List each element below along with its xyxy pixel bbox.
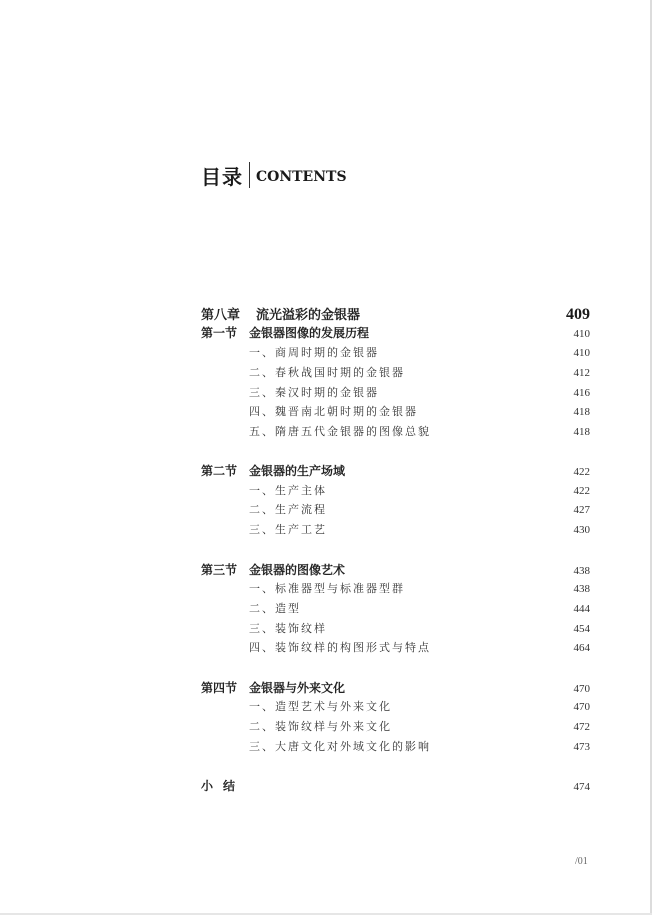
section-title: 金银器图像的发展历程 [249,326,370,340]
item-title: 三、秦汉时期的金银器 [249,386,379,399]
toc-item-row[interactable] [201,738,590,754]
toc-section-row[interactable] [201,462,590,479]
toc-section-row[interactable] [201,561,590,578]
toc-item-row[interactable] [201,501,590,517]
item-page: 416 [573,387,590,399]
item-page: 422 [573,485,590,497]
toc-item-row[interactable] [201,639,590,655]
section-page: 422 [573,466,590,478]
item-title: 一、造型艺术与外来文化 [249,700,392,713]
chapter-title: 流光溢彩的金银器 [256,308,361,323]
toc-header [201,160,347,190]
item-page: 470 [573,701,590,713]
section-number: 第二节 [201,464,238,478]
item-title: 二、装饰纹样与外来文化 [249,720,392,733]
chapter-number: 第八章 [201,308,241,323]
toc-item-row[interactable] [201,423,590,439]
item-page: 418 [573,426,590,438]
item-title: 三、装饰纹样 [249,622,327,635]
summary-title: 小结 [201,779,246,793]
item-title: 四、装饰纹样的构图形式与特点 [249,641,431,654]
chapter-page: 409 [566,306,590,323]
toc-item-row[interactable] [201,384,590,400]
section-page: 410 [573,328,590,340]
toc-item-row[interactable] [201,600,590,616]
toc-item-row[interactable] [201,364,590,380]
item-title: 三、生产工艺 [249,523,327,536]
item-page: 454 [573,623,590,635]
toc-item-row[interactable] [201,620,590,636]
header-divider [249,162,250,188]
item-title: 二、春秋战国时期的金银器 [249,366,405,379]
item-title: 三、大唐文化对外域文化的影响 [249,740,431,753]
section-page: 470 [573,683,590,695]
item-page: 430 [573,524,590,536]
item-title: 二、造型 [249,602,301,615]
header-title-en: CONTENTS [256,169,347,185]
item-page: 464 [573,642,590,654]
section-number: 第一节 [201,326,238,340]
item-page: 412 [573,367,590,379]
toc-section-row[interactable] [201,324,590,341]
summary-page: 474 [573,781,590,793]
item-page: 410 [573,347,590,359]
item-title: 二、生产流程 [249,503,327,516]
item-page: 418 [573,406,590,418]
item-page: 472 [573,721,590,733]
toc-section-row[interactable] [201,679,590,696]
toc-item-row[interactable] [201,698,590,714]
section-title: 金银器的生产场域 [249,464,346,478]
item-title: 四、魏晋南北朝时期的金银器 [249,405,418,418]
section-page: 438 [573,565,590,577]
toc-item-row[interactable] [201,580,590,596]
section-number: 第三节 [201,563,238,577]
item-page: 444 [573,603,590,615]
page-folio: /01 [575,856,588,867]
item-title: 一、标准器型与标准器型群 [249,582,405,595]
toc-chapter-row[interactable] [201,304,590,324]
item-title: 五、隋唐五代金银器的图像总貌 [249,425,431,438]
section-number: 第四节 [201,681,238,695]
toc-item-row[interactable] [201,718,590,734]
item-title: 一、生产主体 [249,484,327,497]
section-title: 金银器的图像艺术 [249,563,346,577]
item-page: 427 [573,504,590,516]
header-title-zh: 目录 [201,164,243,189]
toc-item-row[interactable] [201,344,590,360]
section-title: 金银器与外来文化 [249,681,346,695]
toc-summary-row[interactable] [201,777,590,794]
toc-item-row[interactable] [201,521,590,537]
item-title: 一、商周时期的金银器 [249,346,379,359]
item-page: 473 [573,741,590,753]
item-page: 438 [573,583,590,595]
toc-item-row[interactable] [201,403,590,419]
toc-item-row[interactable] [201,482,590,498]
